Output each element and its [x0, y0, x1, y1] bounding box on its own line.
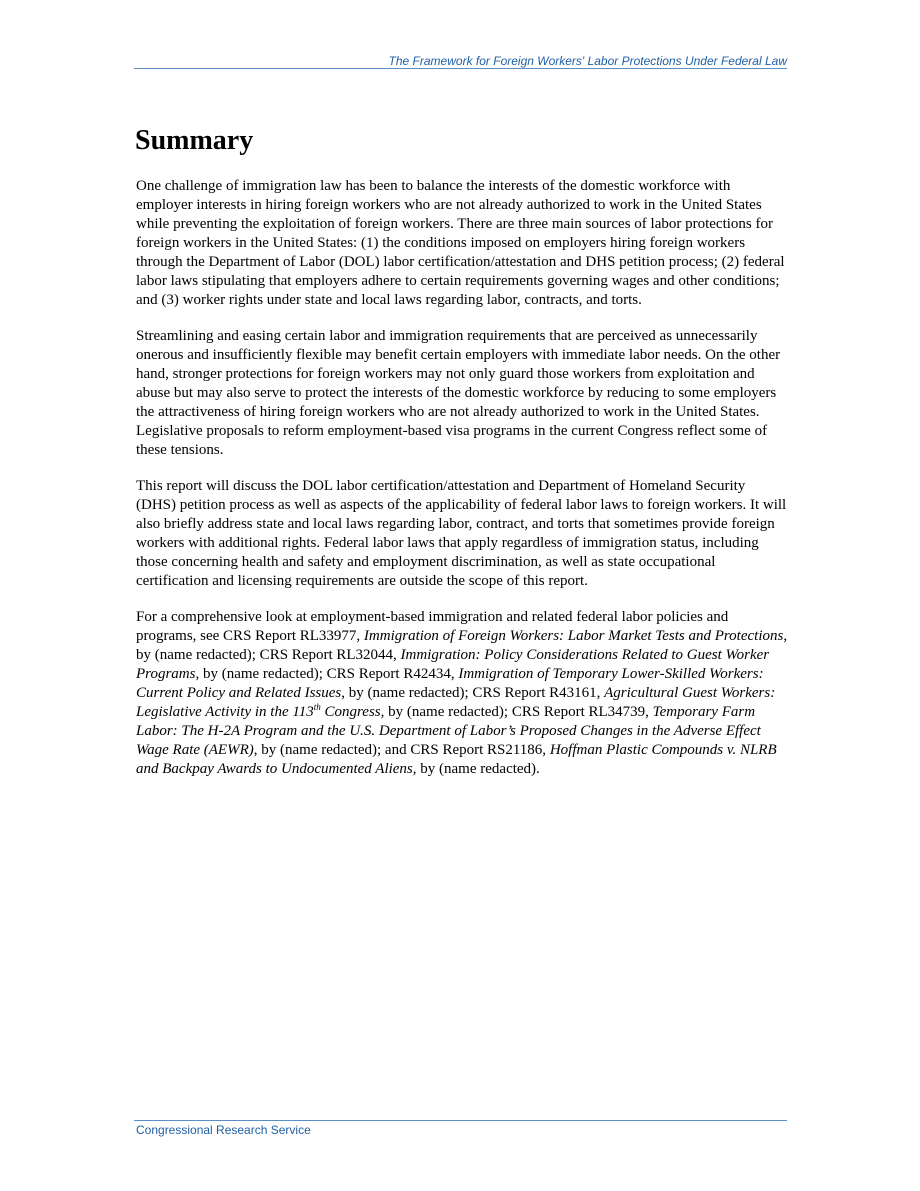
paragraph-4-text-6: , by (name redacted); and CRS Report RS21186,	[253, 742, 550, 758]
report-title-r43161-main: Agricultural Guest Workers: Legislative Activity in the 113	[136, 685, 776, 720]
footer-divider	[134, 1120, 787, 1121]
paragraph-4	[136, 608, 788, 779]
ordinal-suffix: th	[313, 702, 321, 712]
paragraph-4-text-4: , by (name redacted); CRS Report R43161,	[341, 685, 605, 701]
paragraph-4-text-1: For a comprehensive look at employment-based immigration and related federal labor policies and programs, see CRS Report RL33977,	[136, 609, 729, 644]
running-header-title: The Framework for Foreign Workers' Labor Protections Under Federal Law	[388, 54, 787, 68]
report-title-rl34739: Temporary Farm Labor: The H-2A Program and the U.S. Department of Labor’s Proposed Changes in the Adverse Effect Wage Rate (AEWR)	[136, 704, 761, 758]
report-title-r42434: Immigration of Temporary Lower-Skilled Workers: Current Policy and Related Issues	[136, 666, 764, 701]
running-footer-publisher: Congressional Research Service	[136, 1123, 311, 1137]
paragraph-4-text-7: , by (name redacted).	[412, 761, 540, 777]
paragraph-2: Streamlining and easing certain labor and immigration requirements that are perceived as unnecessarily onerous and insufficiently flexible may benefit certain employers with immediate labor needs. On the other hand, stronger protections for foreign workers may not only guard those workers from exploitation and abuse but may also serve to protect the interests of the domestic workforce by reducing to some employers the attractiveness of hiring foreign workers who are not already authorized to work in the United States. Legislative proposals to reform employment-based visa programs in the current Congress reflect some of these tensions.	[136, 328, 781, 458]
report-title-rs21186: Hoffman Plastic Compounds v. NLRB and Backpay Awards to Undocumented Aliens	[136, 742, 777, 777]
report-title-rl33977: Immigration of Foreign Workers: Labor Market Tests and Protections	[363, 628, 784, 644]
page-title: Summary	[135, 125, 254, 156]
paragraph-3: This report will discuss the DOL labor certification/attestation and Department of Homeland Security (DHS) petition process as well as aspects of the applicability of federal labor laws to foreign workers. It will also briefly address state and local laws regarding labor, contract, and torts that sometimes provide foreign workers with additional rights. Federal labor laws that apply regardless of immigration status, including those concerning health and safety and employment discrimination, as well as state occupational certification and licensing requirements are outside the scope of this report.	[136, 478, 787, 589]
paragraph-4-text-2: , by (name redacted); CRS Report RL32044,	[136, 628, 788, 663]
report-title-rl32044: Immigration: Policy Considerations Related to Guest Worker Programs	[136, 647, 770, 682]
paragraph-1: One challenge of immigration law has been to balance the interests of the domestic workforce with employer interests in hiring foreign workers who are not already authorized to work in the United States while preventing the exploitation of foreign workers. There are three main sources of labor protections for foreign workers in the United States: (1) the conditions imposed on employers hiring foreign workers through the Department of Labor (DOL) labor certification/attestation and DHS petition process; (2) federal labor laws stipulating that employers adhere to certain requirements governing wages and other conditions; and (3) worker rights under state and local laws regarding labor, contracts, and torts.	[136, 178, 785, 308]
paragraph-4-text-5: , by (name redacted); CRS Report RL34739,	[380, 704, 653, 720]
header-divider	[134, 68, 787, 69]
paragraph-4-text-3: , by (name redacted); CRS Report R42434,	[195, 666, 459, 682]
report-title-r43161-end: Congress	[320, 704, 381, 720]
summary-body	[136, 177, 788, 796]
